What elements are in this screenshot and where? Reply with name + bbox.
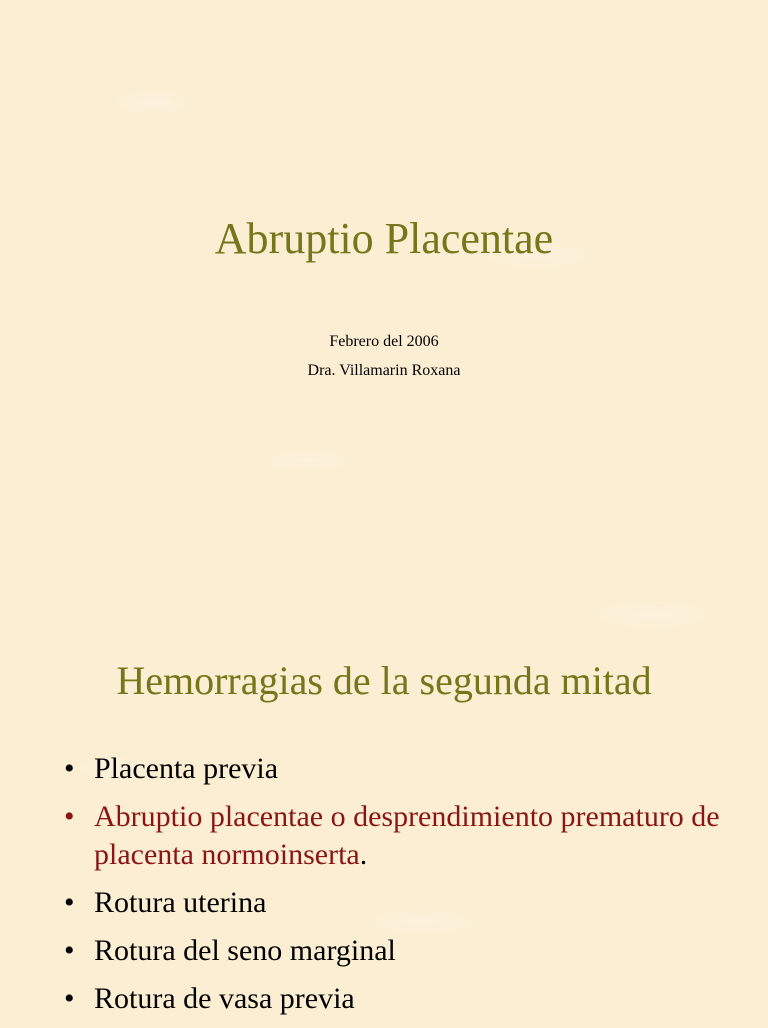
bullet-trailing-punctuation: .: [359, 838, 368, 871]
content-slide: [0, 560, 768, 1024]
bullet-icon: •: [64, 982, 75, 1015]
bullet-icon: •: [64, 752, 75, 785]
bullet-item: [60, 798, 750, 874]
bullet-text: Abruptio placentae o desprendimiento prematuro de placenta normoinserta: [94, 800, 720, 871]
bullet-item: [60, 750, 750, 788]
slide-title: Abruptio Placentae: [214, 214, 554, 263]
bullet-list: [60, 750, 750, 1028]
bullet-text: Rotura de vasa previa: [94, 982, 355, 1015]
content-slide-title: Hemorragias de la segunda mitad: [116, 658, 652, 703]
bullet-item: [60, 932, 750, 970]
bullet-icon: •: [64, 886, 75, 919]
bullet-text: Rotura uterina: [94, 886, 267, 919]
bullet-icon: •: [64, 934, 75, 967]
bullet-text: Placenta previa: [94, 752, 279, 785]
bullet-text: Rotura del seno marginal: [94, 934, 396, 967]
presentation-author: Dra. Villamarin Roxana: [307, 362, 461, 379]
bullet-icon: •: [64, 800, 75, 833]
presentation-date: Febrero del 2006: [329, 333, 439, 350]
bullet-item: [60, 980, 750, 1018]
bullet-item: [60, 884, 750, 922]
